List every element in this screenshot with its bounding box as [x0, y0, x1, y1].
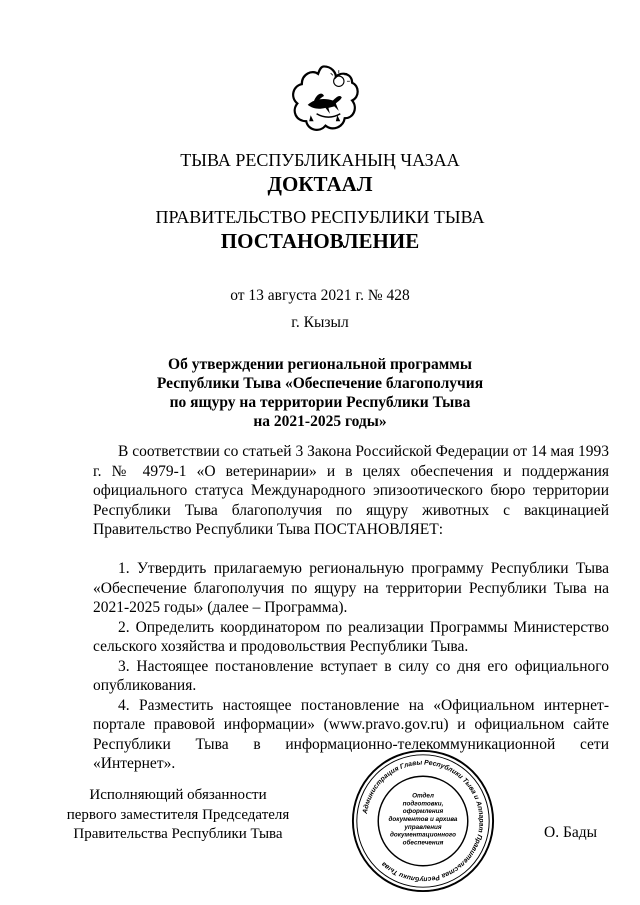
signer-name: О. Бады — [544, 824, 598, 841]
title-line: на 2021-2025 годы» — [253, 413, 387, 430]
tuva-emblem-icon — [287, 62, 361, 136]
title-line: по ящуру на территории Республики Тыва — [169, 394, 471, 411]
document-title — [0, 355, 640, 431]
preamble — [93, 442, 609, 540]
decree-item-1: 1. Утвердить прилагаемую региональную программу Республики Тыва «Обеспечение благополучия по ящуру на территории Республики Тыва на 2021-2025 годы» (далее – Программа). — [93, 560, 609, 616]
header-line-tuvan-decree: ДОКТААЛ — [267, 172, 373, 196]
preamble-text: В соответствии со статьей 3 Закона Российской Федерации от 14 мая 1993 г. № 4979-1 «О ветеринарии» и в целях обеспечения и поддержания официального статуса Международного эпизоотического бюро территории Республики Тыва благополучия по ящуру животных с вакцинацией Правительство Республики Тыва ПОСТАНОВЛЯЕТ: — [93, 443, 609, 538]
title-line: Республики Тыва «Обеспечение благополучия — [156, 375, 484, 392]
stamp-ring-text-path: Администрация Главы Республики Тыва и Аппарат Правительства Республики Тыва — [362, 759, 485, 883]
signer-position-line: первого заместителя Председателя — [66, 806, 290, 823]
signer-position-line: Исполняющий обязанности — [89, 787, 267, 803]
decree-item-4: 4. Разместить настоящее постановление на «Официальном интернет-портале правовой информации» (www.pravo.gov.ru) и официальном сайте Республики Тыва в информационно-телекоммуникационной сети «Интернет». — [93, 696, 609, 772]
stamp-center-line: управления — [404, 823, 442, 831]
official-stamp — [350, 748, 496, 894]
stamp-center-line: обеспечения — [402, 839, 444, 847]
stamp-center-line: документов и архива — [388, 816, 458, 823]
document-city: г. Кызыл — [291, 314, 349, 331]
header-line-decree: ПОСТАНОВЛЕНИЕ — [220, 229, 420, 253]
decree-item-2: 2. Определить координатором по реализации Программы Министерство сельского хозяйства и продовольствия Республики Тыва. — [93, 618, 609, 655]
header-line-government: ПРАВИТЕЛЬСТВО РЕСПУБЛИКИ ТЫВА — [155, 207, 485, 227]
signer-position — [58, 786, 298, 845]
title-line: Об утверждении региональной программы — [168, 356, 472, 373]
stamp-center-line: Отдел — [412, 792, 434, 800]
stamp-center-line: подготовки, — [402, 800, 444, 808]
decree-item-3: 3. Настоящее постановление вступает в силу со дня его официального опубликования. — [93, 657, 609, 694]
signer-position-line: Правительства Республики Тыва — [73, 826, 283, 842]
stamp-center-line: документационного — [389, 831, 457, 839]
document-date: от 13 августа 2021 г. № 428 — [230, 287, 410, 304]
stamp-center-line: оформления — [402, 808, 444, 816]
decree-items — [93, 559, 609, 774]
header-line-tuvan-government: ТЫВА РЕСПУБЛИКАНЫҢ ЧАЗАА — [180, 150, 460, 170]
